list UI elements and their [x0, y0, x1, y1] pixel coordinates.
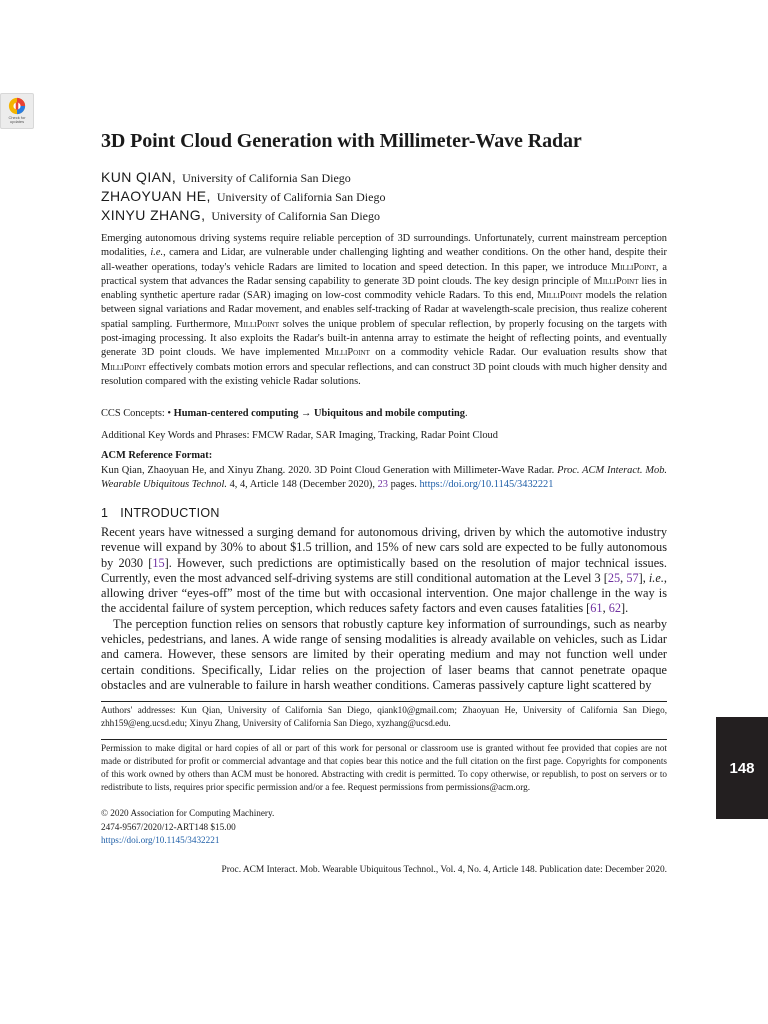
ccs-concepts: CCS Concepts: • Human-centered computing → Ubiquitous and mobile computing.	[101, 408, 468, 419]
citation-link[interactable]: 61	[590, 601, 603, 616]
intro-paragraph: The perception function relies on sensors that robustly capture key information of surroundings, such as nearby vehicles, pedestrians, and lanes. A wide range of sensing modalities is already available on vehicles, such as Lidar and camera. However, these sensors are limited by their operating medium and may not function well under certain conditions. Specifically, Lidar relies on the projection of laser beams that cannot penetrate opaque obstacles and are vulnerable to failure in harsh weather conditions. Cameras passively capture light scattered by	[101, 616, 667, 692]
author-affiliation: University of California San Diego	[211, 209, 381, 223]
badge-label: Check for updates	[8, 115, 26, 124]
author-name: KUN QIAN,	[101, 169, 177, 185]
crossmark-icon	[8, 97, 26, 115]
author-name: ZHAOYUAN HE,	[101, 188, 211, 204]
author-affiliation: University of California San Diego	[182, 171, 351, 185]
author-list	[101, 168, 385, 225]
permission-divider	[101, 739, 667, 740]
section-heading: 1 INTRODUCTION	[101, 506, 220, 520]
footnote-doi-link[interactable]: https://doi.org/10.1145/3432221	[101, 835, 220, 845]
introduction-body	[101, 525, 667, 693]
keywords: Additional Key Words and Phrases: FMCW Radar, SAR Imaging, Tracking, Radar Point Cloud	[101, 430, 498, 441]
citation-link[interactable]: 57	[626, 570, 639, 585]
paper-title: 3D Point Cloud Generation with Millimeter-Wave Radar	[101, 130, 582, 152]
abstract: Emerging autonomous driving systems require reliable perception of 3D surroundings. Unfortunately, current mainstream perception modalities, i.e., camera and Lidar, are vulnerable under challenging lighting and weather conditions. On the other hand, despite their all-weather operations, today's vehicle Radars are limited to location and speed detection. In this paper, we introduce MilliPoint, a practical system that advances the Radar sensing capability to generate 3D point clouds. The key design principle of MilliPoint lies in enabling synthetic aperture radar (SAR) imaging on low-cost commodity vehicle Radars. To this end, MilliPoint models the relation between signal variations and Radar movement, and enables self-tracking of Radar at wavelength-scale precision, thus realize coherent spatial sampling. Furthermore, MilliPoint solves the unique problem of specular reflection, by properly focusing on the targets with post-imaging processing. It also exploits the Radar's built-in antenna array to estimate the height of reflecting points, and eventually generate 3D point clouds. We have implemented MilliPoint on a commodity vehicle Radar. Our evaluation results show that MilliPoint effectively combats motion errors and specular reflections, and can construct 3D point clouds with much higher density and resolution compared with the existing vehicle Radar solutions.	[101, 233, 668, 387]
citation-link[interactable]: 25	[607, 570, 621, 585]
page-footer: Proc. ACM Interact. Mob. Wearable Ubiquitous Technol., Vol. 4, No. 4, Article 148. Publication date: December 2020.	[221, 865, 667, 875]
footnote-divider	[101, 701, 667, 702]
doi-link[interactable]: https://doi.org/10.1145/3432221	[419, 479, 554, 491]
reference-format-heading: ACM Reference Format:	[101, 450, 213, 461]
check-for-updates-badge[interactable]	[0, 93, 34, 129]
author-name: XINYU ZHANG,	[101, 207, 206, 223]
page-number-tab: 148	[716, 717, 768, 819]
author-entry	[101, 168, 385, 187]
citation-link[interactable]: 15	[152, 555, 165, 570]
author-addresses: Authors' addresses: Kun Qian, University of California San Diego, qiank10@gmail.com; Zhaoyuan He, University of California San Diego, zhh159@eng.ucsd.edu; Xinyu Zhang, University of California San Diego, xyzhang@ucsd.edu.	[101, 705, 667, 728]
permission-notice: Permission to make digital or hard copies of all or part of this work for personal or classroom use is granted without fee provided that copies are not made or distributed for profit or commercial advantage and that copies bear this notice and the full citation on the first page. Copyrights for components of this work owned by others than ACM must be honored. Abstracting with credit is permitted. To copy otherwise, or republish, to post on servers or to redistribute to lists, requires prior specific permission and/or a fee. Request permissions from permissions@acm.org.	[101, 743, 667, 792]
intro-paragraph: Recent years have witnessed a surging demand for autonomous driving, driven by which the automotive industry revenue will expand by 30% to about $1.5 trillion, and 15% of new cars sold are expected to be fully autonomous by 2030 [15]. However, such predictions are optimistically based on the resolution of major technical issues. Currently, even the most advanced self-driving systems are still conditional automation at the Level 3 [25, 57], i.e., allowing driver “eyes-off” most of the time but with occasional intervention. One major challenge in the way is the accidental failure of system perception, which reduces safety factors and even causes fatalities [61, 62].	[101, 525, 668, 616]
author-entry	[101, 206, 385, 225]
author-entry	[101, 187, 385, 206]
page-count-link[interactable]: 23	[377, 479, 388, 491]
copyright-line: © 2020 Association for Computing Machinery.	[101, 808, 275, 818]
author-affiliation: University of California San Diego	[216, 190, 386, 204]
reference-format: Kun Qian, Zhaoyuan He, and Xinyu Zhang. 2020. 3D Point Cloud Generation with Millimeter-Wave Radar. Proc. ACM Interact. Mob. Wearable Ubiquitous Technol. 4, 4, Article 148 (December 2020), 23 pages. https://doi.org/10.1145/3432221	[101, 465, 667, 491]
citation-link[interactable]: 62	[608, 601, 622, 616]
issn-line: 2474-9567/2020/12-ART148 $15.00	[101, 822, 236, 832]
